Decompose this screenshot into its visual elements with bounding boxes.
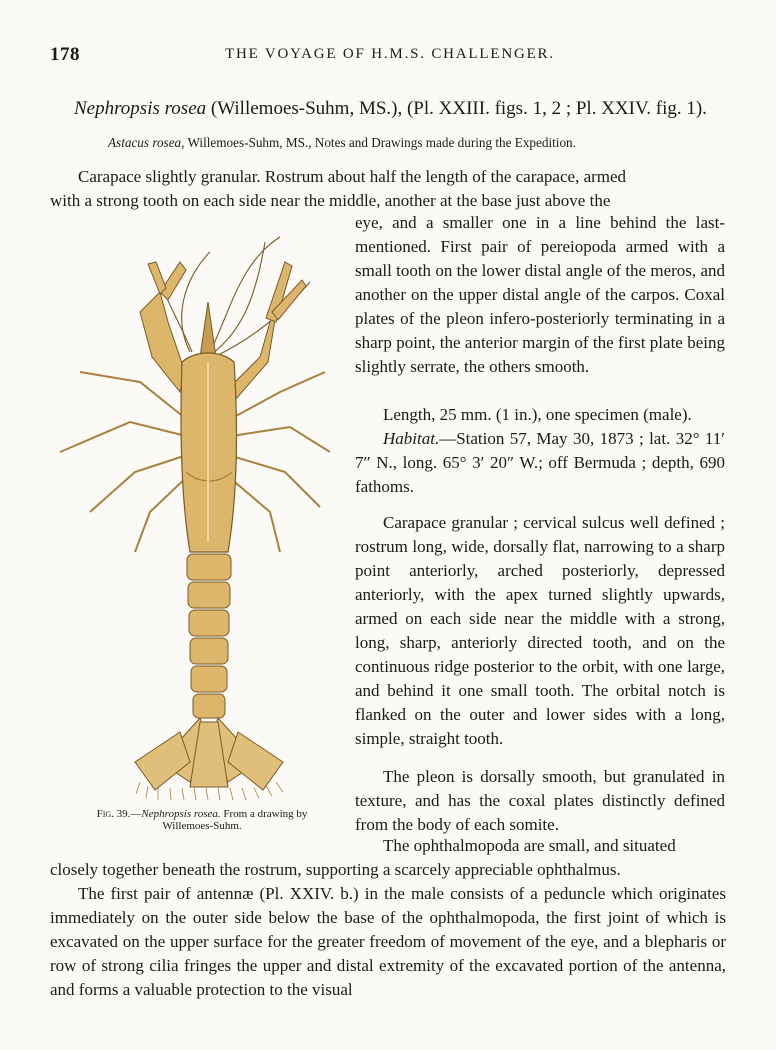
synonym-name: Astacus rosea: [108, 135, 182, 150]
habitat-label: Habitat.: [383, 429, 440, 448]
intro-line-2: with a strong tooth on each side near the middle, another at the base just above the: [50, 191, 611, 210]
lobster-illustration: [40, 222, 330, 800]
carapace-paragraph: Carapace granular ; cervical sulcus well defined ; rostrum long, wide, dorsally flat, narrowing to a sharp point anteriorly, arched posteriorly, depressed anteriorly, with the apex turned slightly upwards, armed on each side near the middle with a strong, long, sharp, anteriorly directed tooth, and on the continuous ridge posterior to the orbit, with one large, and behind it one small tooth. The orbital notch is flanked on the outer and lower sides with a long, simple, straight tooth.: [355, 513, 725, 748]
antennae-paragraph: The first pair of antennæ (Pl. XXIV. b.) in the male consists of a peduncle which originates immediately on the outer side below the base of the ophthalmopoda, the first joint of which is excavated on the upper surface for the greater freedom of movement of the eye, and a blepharis or row of strong cilia fringes the upper and distal extremity of the excavated portion of the antenna, and forms a valuable protection to the visual: [50, 884, 726, 999]
figure-caption: Fig. 39.—Nephropsis rosea. From a drawing by Willemoes-Suhm.: [96, 808, 308, 832]
ophthalmopoda-line-1: The ophthalmopoda are small, and situated: [383, 836, 676, 855]
habitat-paragraph: [355, 427, 725, 499]
running-head: THE VOYAGE OF H.M.S. CHALLENGER.: [225, 46, 555, 62]
habitat-text: —Station 57, May 30, 1873 ; lat. 32° 11′ 7″ N., long. 65° 3′ 20″ W.; off Bermuda ; depth, 690 fathoms.: [355, 429, 725, 496]
page-header: [50, 44, 730, 70]
species-heading: [74, 98, 734, 120]
length-line: Length, 25 mm. (1 in.), one specimen (male).: [383, 405, 692, 424]
tail-fan: [135, 718, 283, 790]
figure-label: Fig. 39.: [96, 808, 131, 820]
left-claw: [140, 262, 186, 392]
species-authority: (Willemoes-Suhm, MS.), (Pl. XXIII. figs. 1, 2 ; Pl. XXIV. fig. 1).: [206, 98, 707, 119]
species-name: Nephropsis rosea: [74, 98, 207, 119]
pleon-paragraph: The pleon is dorsally smooth, but granulated in texture, and has the coxal plates distinctly defined from the body of each somite.: [355, 767, 725, 834]
intro-paragraph: eye, and a smaller one in a line behind the last-mentioned. First pair of pereiopoda armed with a small tooth on the lower distal angle of the meros, and another on the upper distal angle of the carpos. Coxal plates of the pleon infero-posteriorly terminating in a sharp point, the anterior margin of the first plate being slightly serrate, the others smooth.: [355, 213, 725, 376]
pleon-segments: [187, 554, 231, 718]
rostrum: [200, 302, 216, 357]
page-number: 178: [50, 44, 80, 65]
intro-line-1: Carapace slightly granular. Rostrum about half the length of the carapace, armed: [78, 167, 627, 186]
right-claw: [225, 262, 306, 400]
ophthalmopoda-line-2: closely together beneath the rostrum, supporting a scarcely appreciable ophthalmus.: [50, 860, 621, 879]
synonym-line: [108, 135, 738, 151]
figure-credit: From a drawing by Willemoes-Suhm.: [162, 808, 308, 832]
figure-species: Nephropsis rosea.: [141, 808, 221, 820]
synonym-text: , Willemoes-Suhm, MS., Notes and Drawings made during the Expedition.: [181, 135, 576, 150]
